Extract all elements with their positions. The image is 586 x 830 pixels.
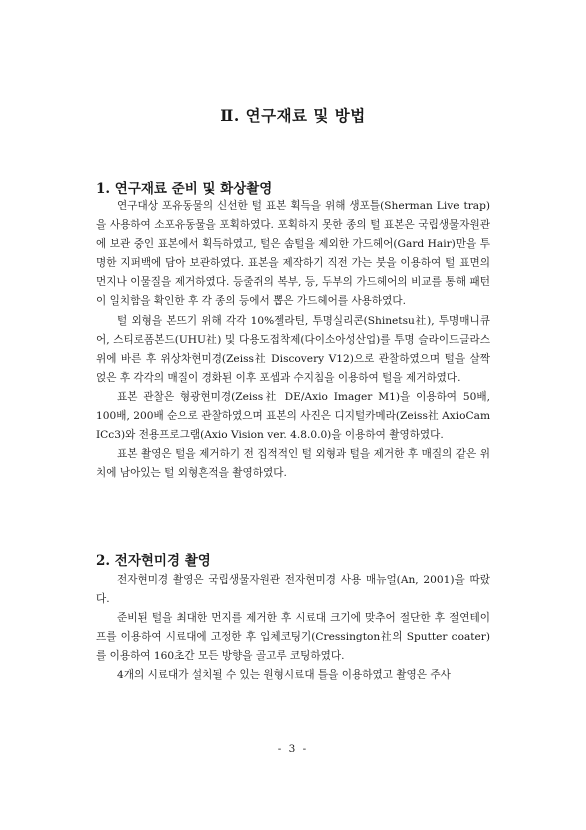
chapter-title: Ⅱ. 연구재료 및 방법 [220,106,366,125]
section-1-body [96,197,490,483]
section-2-title: 2. 전자현미경 촬영 [96,553,211,569]
paragraph: 4개의 시료대가 설치될 수 있는 원형시료대 틀을 이용하였고 촬영은 주사 [117,669,451,682]
paragraph: 전자현미경 촬영은 국립생물자원관 전자현미경 사용 매뉴얼(An, 2001)을 따랐다. [96,574,490,606]
paragraph: 연구대상 포유동물의 신선한 털 표본 획득을 위해 생포틀(Sherman Live trap)을 사용하여 소포유동물을 포획하였다. 포획하지 못한 종의 털 표본은 국립생물자원관에 보관 중인 표본에서 획득하였고, 털은 솜털을 제외한 가드헤어(Gard Hair)만을 투명한 지퍼백에 담아 보관하였다. 표본을 제작하기 직전 가는 붓을 이용하여 털 표면의 먼지나 이물질을 제거하였다. 등줄쥐의 복부, 등, 두부의 가드헤어의 비교를 통해 패턴이 일치함을 확인한 후 각 종의 등에서 뽑은 가드헤어를 사용하였다. [96,200,490,308]
section-2-body [96,571,490,686]
paragraph: 털 외형을 본뜨기 위해 각각 10%젤라틴, 투명실리콘(Shinetsu社), 투명매니큐어, 스티로폼본드(UHU社) 및 다용도접착제(다이소아성산업)를 투명 슬라이드글라스위에 바른 후 위상차현미경(Zeiss社 Discovery V12)으로 관찰하였으며 털을 살짝 얹은 후 각각의 매질이 경화된 이후 포셉과 수지침을 이용하여 털을 제거하였다. [96,314,490,384]
paragraph: 표본 촬영은 털을 제거하기 전 집적적인 털 외형과 털을 제거한 후 매질의 같은 위치에 남아있는 털 외형흔적을 촬영하였다. [96,448,490,480]
paragraph: 준비된 털을 최대한 먼지를 제거한 후 시료대 크기에 맞추어 절단한 후 절연테이프를 이용하여 시료대에 고정한 후 입체코팅기(Cressington社의 Sputter coater)를 이용하여 160초간 모든 방향을 골고루 코팅하였다. [96,612,490,663]
paragraph: 표본 관찰은 형광현미경(Zeiss社 DE/Axio Imager M1)을 이용하여 50배, 100배, 200배 순으로 관찰하였으며 표본의 사진은 디지털카메라(Zeiss社 AxioCam ICc3)와 전용프로그램(Axio Vision ver. 4.8.0.0)을 이용하여 촬영하였다. [96,390,490,442]
section-1-title: 1. 연구재료 준비 및 화상촬영 [96,181,273,197]
page-number: - 3 - [277,743,309,755]
